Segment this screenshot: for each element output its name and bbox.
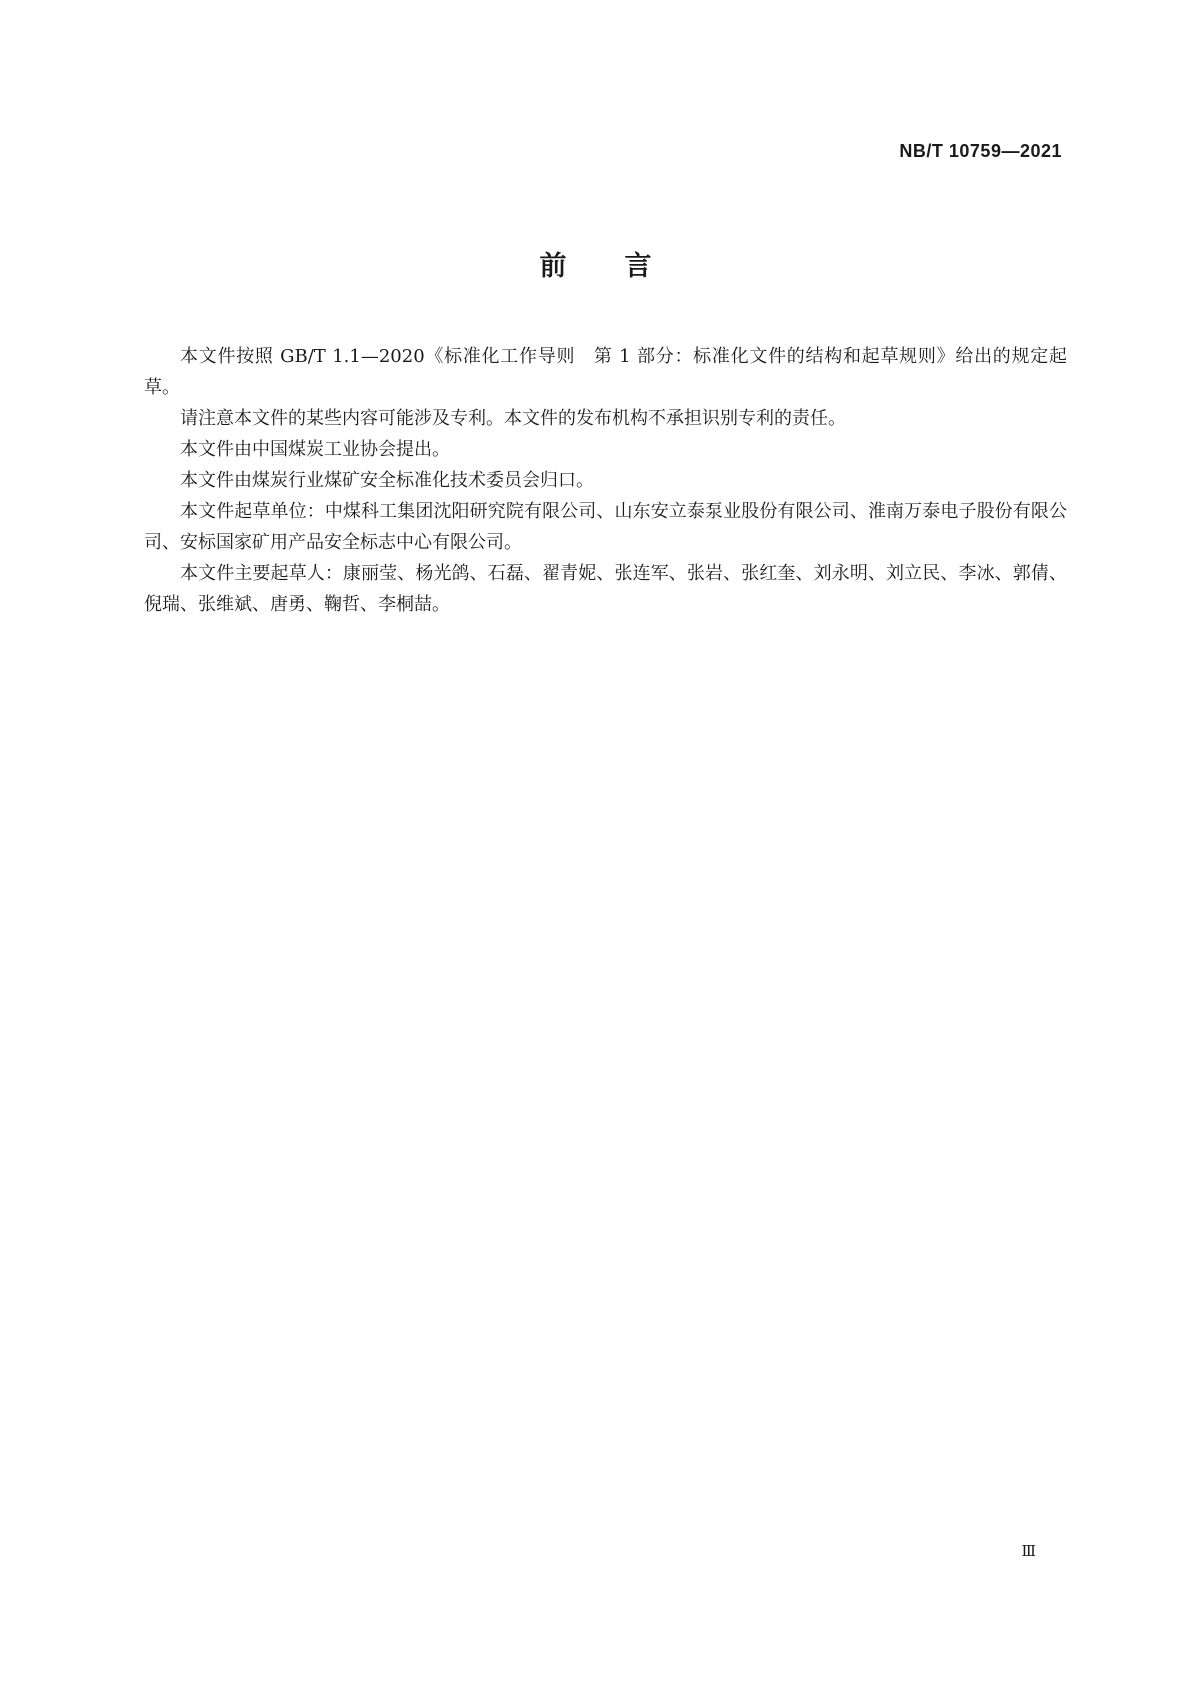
paragraph-technical-committee: 本文件由煤炭行业煤矿安全标准化技术委员会归口。 <box>180 470 594 491</box>
paragraph-patent-notice: 请注意本文件的某些内容可能涉及专利。本文件的发布机构不承担识别专利的责任。 <box>180 408 846 429</box>
paragraph-drafters: 本文件主要起草人：康丽莹、杨光鸽、石磊、翟青妮、张连军、张岩、张红奎、刘永明、刘立民、李冰、郭倩、倪瑞、张维斌、唐勇、鞠哲、李桐喆。 <box>144 563 1067 615</box>
paragraph-drafting-rules: 本文件按照 GB/T 1.1—2020《标准化工作导则 第 1 部分：标准化文件的结构和起草规则》给出的规定起草。 <box>144 346 1067 398</box>
page-title: 前言 <box>539 251 710 282</box>
standard-number: NB/T 10759—2021 <box>899 141 1062 161</box>
paragraph-proposer: 本文件由中国煤炭工业协会提出。 <box>180 439 450 460</box>
paragraph-drafting-organizations: 本文件起草单位：中煤科工集团沈阳研究院有限公司、山东安立泰泵业股份有限公司、淮南万泰电子股份有限公司、安标国家矿用产品安全标志中心有限公司。 <box>144 501 1067 553</box>
page-number: Ⅲ <box>1021 1542 1036 1560</box>
foreword-body <box>144 341 1067 620</box>
